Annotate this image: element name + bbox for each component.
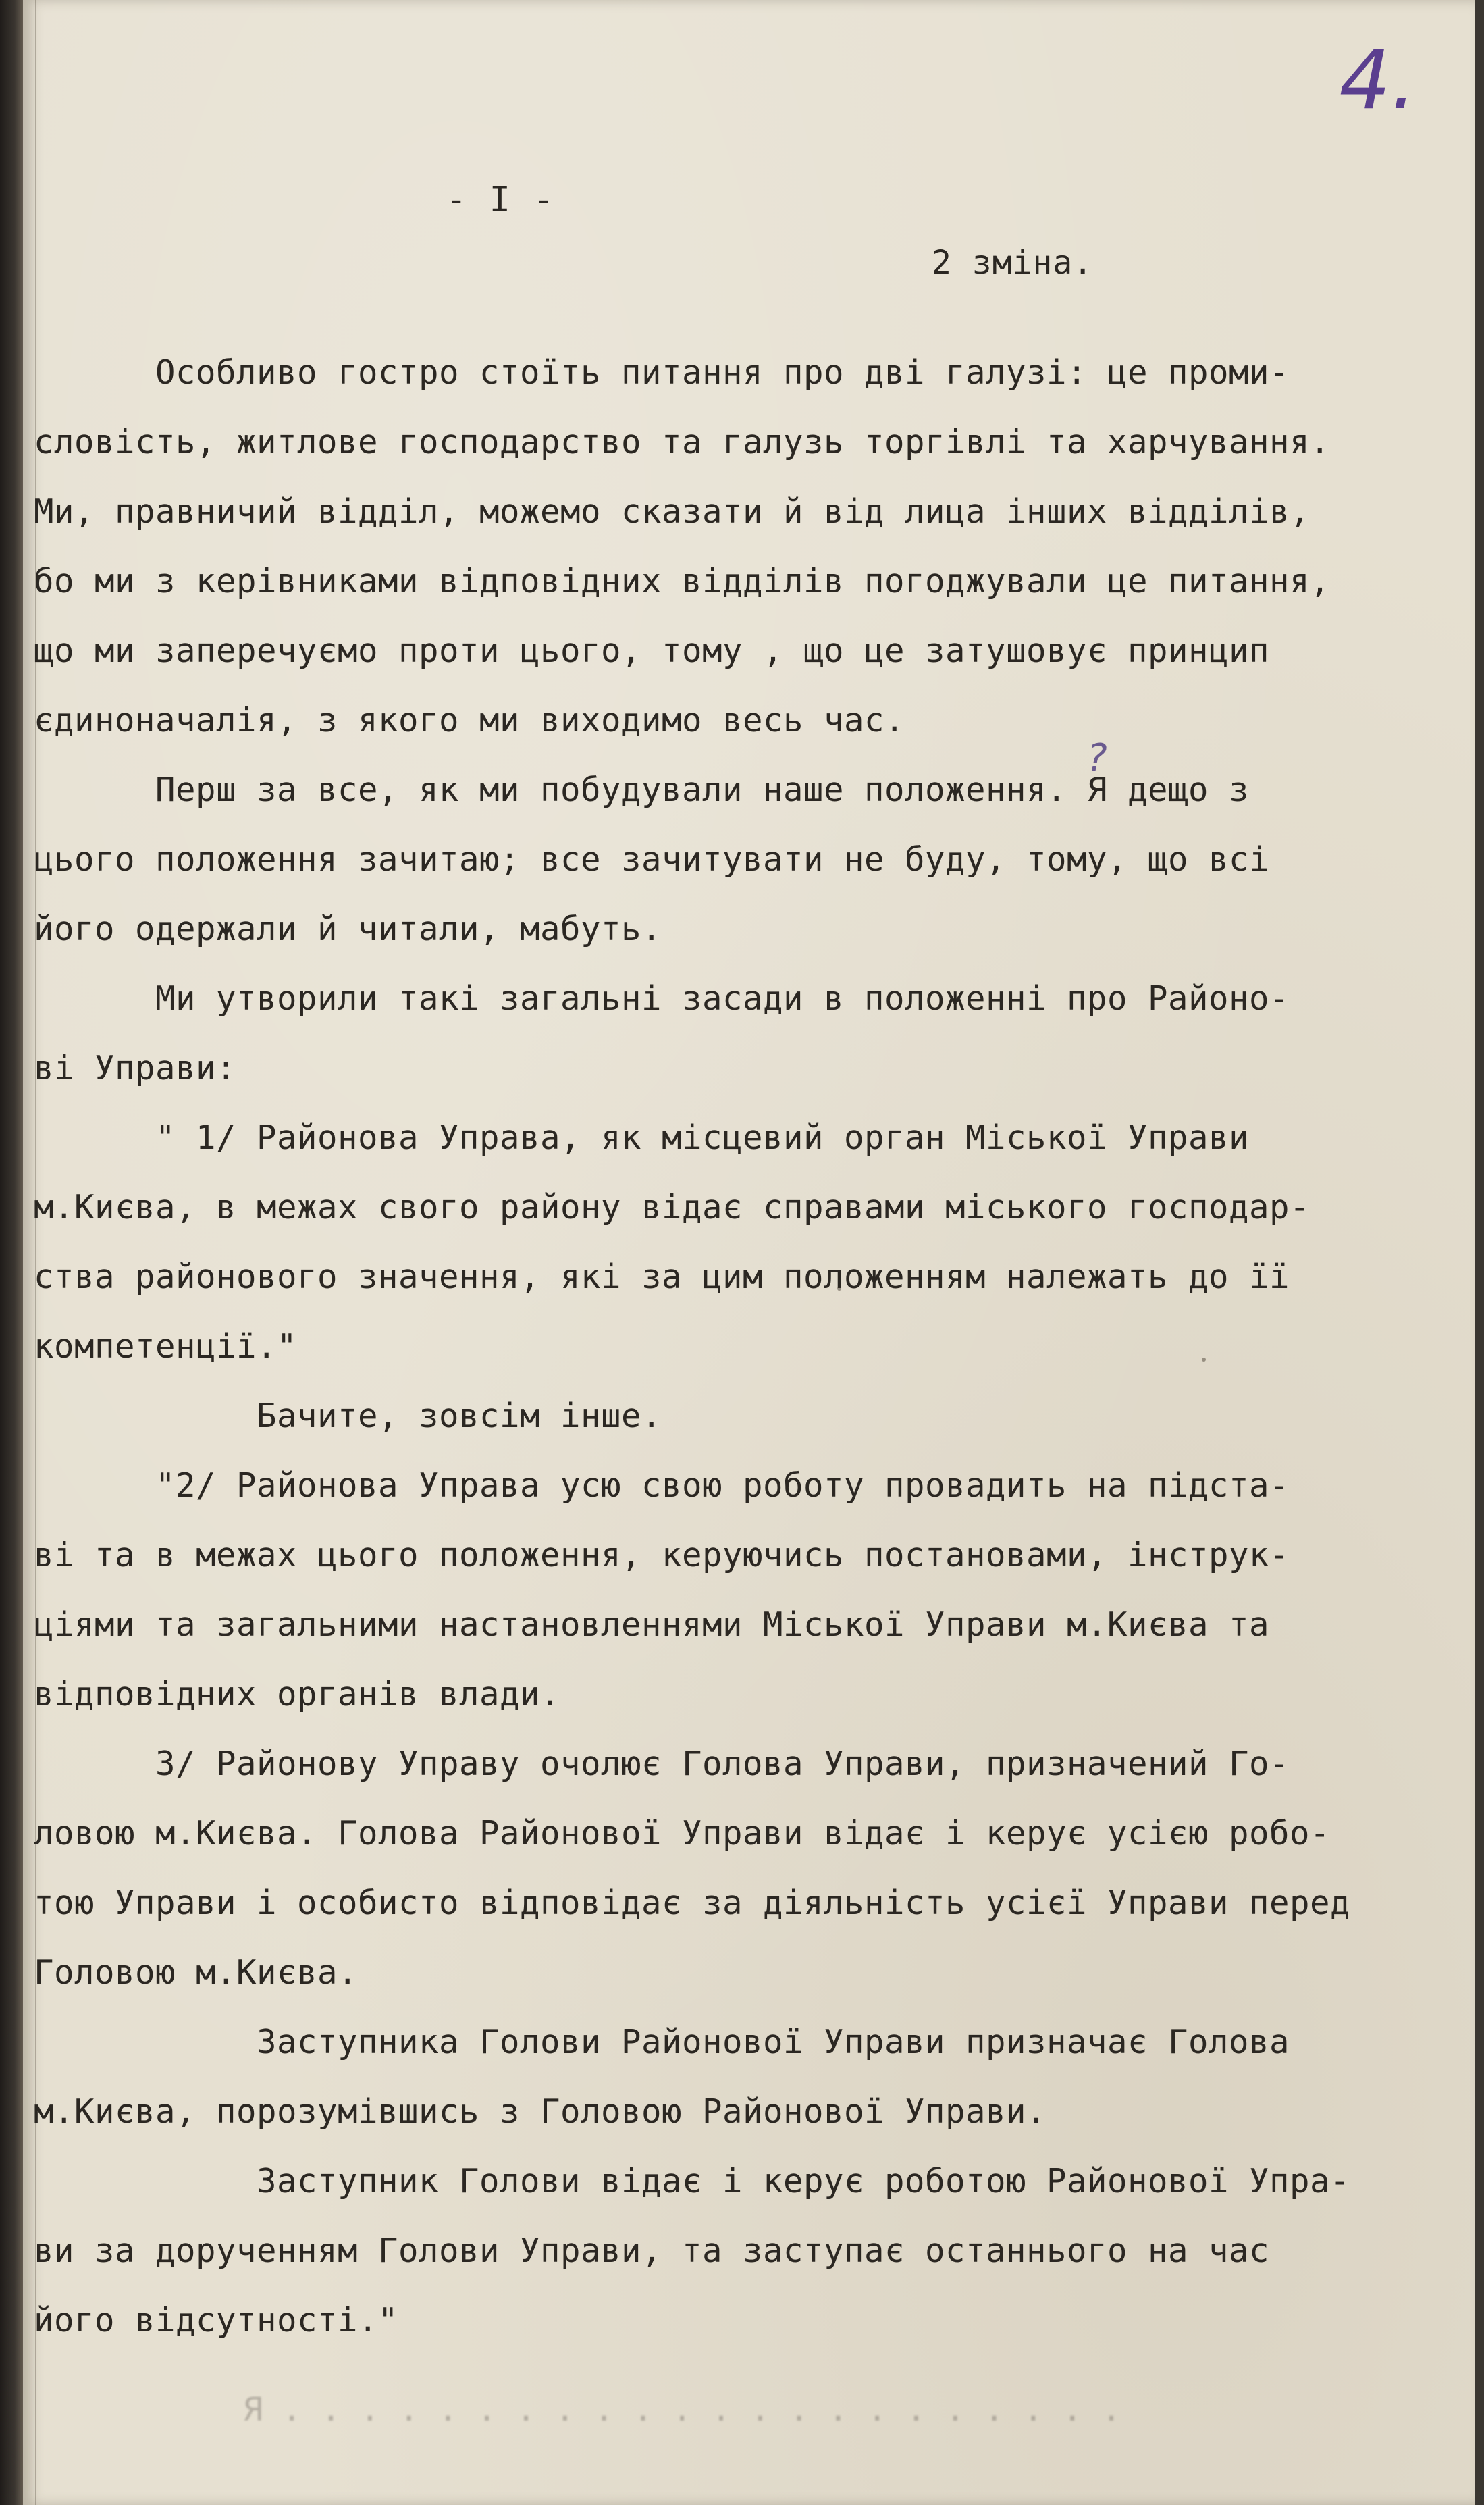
text-line: тою Управи і особисто відповідає за діяльність усієї Управи перед bbox=[34, 1884, 1351, 1922]
text-line: ціями та загальними настановленнями Міської Управи м.Києва та bbox=[34, 1605, 1270, 1644]
text-line: цього положення зачитаю; все зачитувати не буду, тому, що всі bbox=[34, 840, 1270, 879]
document-body bbox=[34, 338, 1452, 2355]
text-line: Ми утворили такі загальні засади в положенні про Районо- bbox=[34, 979, 1290, 1018]
handwritten-question-mark: ? bbox=[1087, 736, 1107, 780]
text-line: що ми заперечуємо проти цього, тому , що це затушовує принцип bbox=[34, 631, 1270, 670]
text-line: м.Києва, в межах свого району відає справами міського господар- bbox=[34, 1188, 1310, 1226]
text-line: бо ми з керівниками відповідних відділів погоджували це питання, bbox=[34, 562, 1331, 600]
text-line: ловою м.Києва. Голова Районової Управи відає і керує усією робо- bbox=[34, 1814, 1331, 1853]
text-line: його одержали й читали, мабуть. bbox=[34, 910, 662, 948]
text-line: єдиноначалія, з якого ми виходимо весь час. bbox=[34, 701, 905, 740]
text-line: "2/ Районова Управа усю свою роботу провадить на підста- bbox=[34, 1466, 1290, 1505]
text-line: Бачите, зовсім інше. bbox=[34, 1397, 662, 1435]
change-label: 2 зміна. bbox=[932, 244, 1094, 282]
page-marker: - I - bbox=[446, 180, 555, 220]
folio-number: 4. bbox=[1339, 34, 1416, 128]
text-line: Ми, правничий відділ, можемо сказати й від лица інших відділів, bbox=[34, 492, 1310, 531]
text-line: його відсутності." bbox=[34, 2301, 399, 2340]
text-line: 3/ Районову Управу очолює Голова Управи, призначений Го- bbox=[34, 1745, 1290, 1783]
text-line: м.Києва, порозумівшись з Головою Районової Управи. bbox=[34, 2092, 1047, 2131]
paper-speck bbox=[1202, 1358, 1206, 1362]
text-line: компетенції." bbox=[34, 1327, 298, 1366]
text-line: словість, житлове господарство та галузь торгівлі та харчування. bbox=[34, 423, 1331, 461]
text-line: ства районового значення, які за цим положенням належать до її bbox=[34, 1258, 1290, 1296]
text-line: Заступника Голови Районової Управи призначає Голова bbox=[34, 2023, 1290, 2061]
text-line: " 1/ Районова Управа, як місцевий орган Міської Управи bbox=[34, 1118, 1250, 1157]
text-line: Перш за все, як ми побудували наше положення. Я дещо з bbox=[34, 771, 1250, 809]
text-line: Заступник Голови відає і керує роботою Районової Упра- bbox=[34, 2162, 1351, 2200]
text-line: ві Управи: bbox=[34, 1049, 237, 1087]
text-line: Особливо гостро стоїть питання про дві галузі: це проми- bbox=[34, 353, 1290, 392]
binding-edge bbox=[0, 0, 24, 2505]
text-line: ві та в межах цього положення, керуючись постановами, інструк- bbox=[34, 1536, 1290, 1574]
text-line: Головою м.Києва. bbox=[34, 1953, 359, 1992]
paper-speck bbox=[837, 1287, 841, 1291]
text-line: відповідних органів влади. bbox=[34, 1675, 561, 1713]
faded-bottom-line: Я . . . . . . . . . . . . . . . . . . . . . . bbox=[243, 2391, 1121, 2429]
text-line: ви за дорученням Голови Управи, та заступає останнього на час bbox=[34, 2231, 1270, 2270]
